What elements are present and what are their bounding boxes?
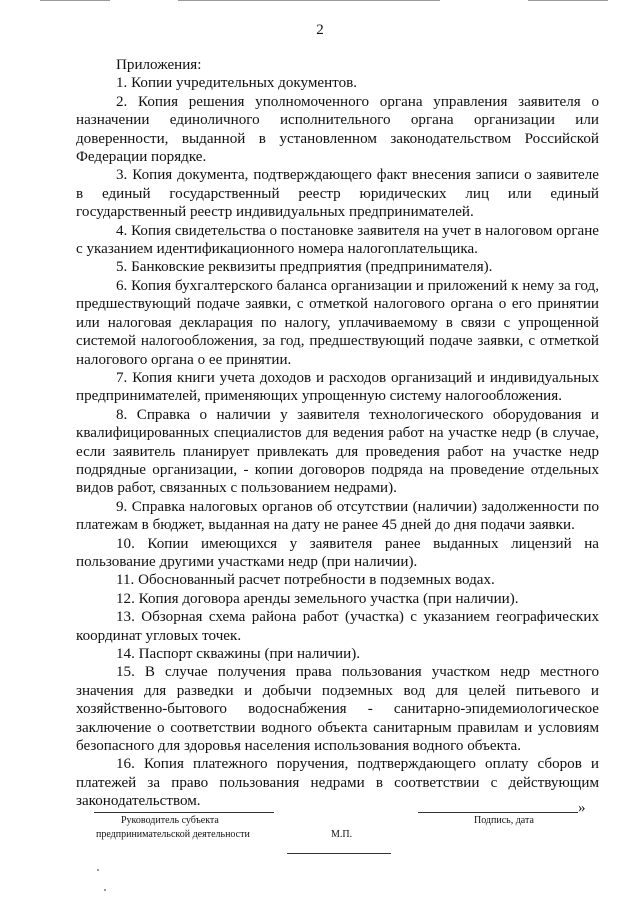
scan-edge-right [528, 0, 608, 1]
attachment-item-1: 1. Копии учредительных документов. [116, 75, 358, 92]
attachment-item-13: 13. Обзорная схема района работ (участка) с указанием географических координат угловых точек. [76, 609, 599, 644]
attachment-item-16: 16. Копия платежного поручения, подтверждающего оплату сборов и платежей за право пользования недрами в соответствии с действующим законодательством. [76, 756, 599, 810]
head-label-line2: предпринимательской деятельности [96, 829, 250, 840]
attachment-item-5: 5. Банковские реквизиты предприятия (предпринимателя). [116, 259, 493, 276]
scan-speck [97, 869, 99, 871]
scan-speck [104, 889, 106, 891]
attachment-item-11: 11. Обоснованный расчет потребности в подземных водах. [116, 572, 495, 589]
attachment-item-6: 6. Копия бухгалтерского баланса организации и приложений к нему за год, предшествующий подаче заявки, с отметкой налогового органа о его принятии или налоговая декларация по налогу, уплачиваемому в связи с упрощенной системой налогообложения, за год, предшествующий подаче заявки, с отметкой налогового органа о ее принятии. [76, 277, 599, 368]
head-label-line1: Руководитель субъекта [121, 815, 219, 826]
head-signature-line [94, 812, 274, 813]
signature-date-line [418, 812, 578, 813]
attachment-item-2: 2. Копия решения уполномоченного органа управления заявителя о назначении единоличного исполнительного органа организации или доверенности, выданной в установленном законодательством Российской Федерации порядке. [76, 93, 599, 166]
attachment-item-9: 9. Справка налоговых органов об отсутствии (наличии) задолженности по платежам в бюджет, выданная на дату не ранее 45 дней до дня подачи заявки. [76, 498, 599, 534]
attachments-heading: Приложения: [116, 57, 202, 73]
attachment-item-10: 10. Копии имеющихся у заявителя ранее выданных лицензий на пользование другими участками недр (при наличии). [76, 535, 599, 570]
signature-date-label: Подпись, дата [474, 815, 534, 826]
scan-edge-left [40, 0, 110, 1]
page-number: 2 [316, 22, 324, 38]
attachment-item-3: 3. Копия документа, подтверждающего факт внесения записи о заявителе в единый государственный реестр юридических лиц или единый государственный реестр индивидуальных предпринимателей. [76, 167, 599, 221]
closing-quote: » [578, 800, 586, 816]
attachments-section [76, 56, 599, 811]
attachment-item-15: 15. В случае получения права пользования участком недр местного значения для разведки и добычи подземных вод для целей питьевого и хозяйственно-бытового водоснабжения - санитарно-эпидемиологическое заключение о соответствии водного объекта санитарным правилам и условиям безопасного для здоровья населения использования водного объекта. [76, 664, 599, 755]
attachment-item-14: 14. Паспорт скважины (при наличии). [116, 646, 361, 662]
attachment-item-8: 8. Справка о наличии у заявителя технологического оборудования и квалифицированных специалистов для ведения работ на участке недр (в случае, если заявитель планирует привлекать для проведения работ на участке недр подрядные организации, - копии договоров подряда на проведение отдельных видов работ, связанных с пользованием недрами). [76, 406, 599, 497]
scan-edge-mid [178, 0, 440, 1]
stamp-label: М.П. [331, 829, 353, 840]
attachment-item-4: 4. Копия свидетельства о постановке заявителя на учет в налоговом органе с указанием идентификационного номера налогоплательщика. [76, 222, 599, 258]
attachment-item-12: 12. Копия договора аренды земельного участка (при наличии). [116, 590, 519, 607]
stamp-line [287, 853, 391, 854]
attachment-item-7: 7. Копия книги учета доходов и расходов организаций и индивидуальных предпринимателей, применяющих упрощенную систему налогообложения. [76, 369, 599, 405]
